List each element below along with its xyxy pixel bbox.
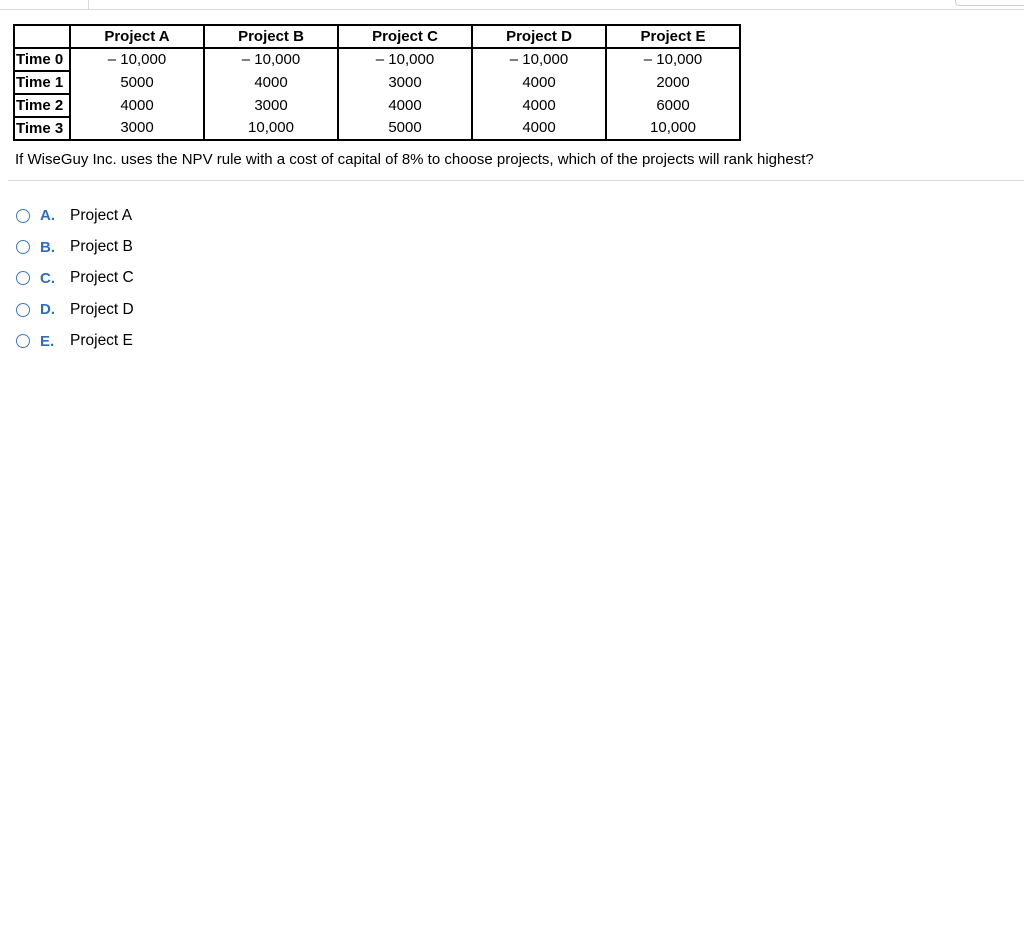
option-a[interactable] <box>16 200 134 231</box>
option-label[interactable]: Project C <box>70 269 134 287</box>
option-letter: B. <box>40 238 55 256</box>
table-cell: 4000 <box>338 94 472 117</box>
table-cell: 5000 <box>338 117 472 140</box>
column-header-project-e: Project E <box>606 25 740 48</box>
row-header-time-2: Time 2 <box>14 94 70 117</box>
option-label[interactable]: Project E <box>70 332 133 350</box>
column-header-project-c: Project C <box>338 25 472 48</box>
table-row <box>14 48 740 71</box>
question-text: If WiseGuy Inc. uses the NPV rule with a cost of capital of 8% to choose projects, which of the projects will rank highest? <box>15 151 814 168</box>
column-header-project-b: Project B <box>204 25 338 48</box>
table-row <box>14 117 740 140</box>
option-label[interactable]: Project D <box>70 300 134 318</box>
table-cell: 10,000 <box>204 117 338 140</box>
cash-flow-table <box>13 24 741 141</box>
top-right-tab[interactable] <box>955 0 1024 6</box>
table-cell: 3000 <box>338 71 472 94</box>
radio-button-icon[interactable] <box>16 240 30 254</box>
answer-options <box>16 200 134 357</box>
row-header-time-3: Time 3 <box>14 117 70 140</box>
table-cell: 3000 <box>204 94 338 117</box>
option-d[interactable] <box>16 294 134 325</box>
radio-button-icon[interactable] <box>16 271 30 285</box>
table-header-row <box>14 25 740 48</box>
option-letter: D. <box>40 301 55 319</box>
option-label[interactable]: Project B <box>70 238 133 256</box>
table-cell: – 10,000 <box>338 48 472 71</box>
table-cell: – 10,000 <box>204 48 338 71</box>
table-cell: 4000 <box>204 71 338 94</box>
table-corner-cell <box>14 25 70 48</box>
option-c[interactable] <box>16 263 134 294</box>
radio-button-icon[interactable] <box>16 334 30 348</box>
table-cell: 4000 <box>472 71 606 94</box>
option-letter: A. <box>40 207 55 225</box>
table-cell: 4000 <box>472 94 606 117</box>
option-label[interactable]: Project A <box>70 206 133 224</box>
table-cell: – 10,000 <box>472 48 606 71</box>
table-row <box>14 71 740 94</box>
table-row <box>14 94 740 117</box>
column-header-project-a: Project A <box>70 25 204 48</box>
option-b[interactable] <box>16 231 134 262</box>
table-cell: 4000 <box>70 94 204 117</box>
option-e[interactable] <box>16 326 134 357</box>
column-header-project-d: Project D <box>472 25 606 48</box>
row-header-time-0: Time 0 <box>14 48 70 71</box>
option-letter: C. <box>40 269 55 287</box>
table-cell: – 10,000 <box>70 48 204 71</box>
table-cell: 2000 <box>606 71 740 94</box>
table-cell: 6000 <box>606 94 740 117</box>
row-header-time-1: Time 1 <box>14 71 70 94</box>
table-cell: 10,000 <box>606 117 740 140</box>
top-tick <box>88 0 89 9</box>
table-cell: 3000 <box>70 117 204 140</box>
option-letter: E. <box>40 332 55 350</box>
radio-button-icon[interactable] <box>16 303 30 317</box>
table-cell: 5000 <box>70 71 204 94</box>
question-divider <box>8 180 1024 181</box>
radio-button-icon[interactable] <box>16 209 30 223</box>
table-cell: 4000 <box>472 117 606 140</box>
top-divider <box>0 9 1024 10</box>
table-cell: – 10,000 <box>606 48 740 71</box>
